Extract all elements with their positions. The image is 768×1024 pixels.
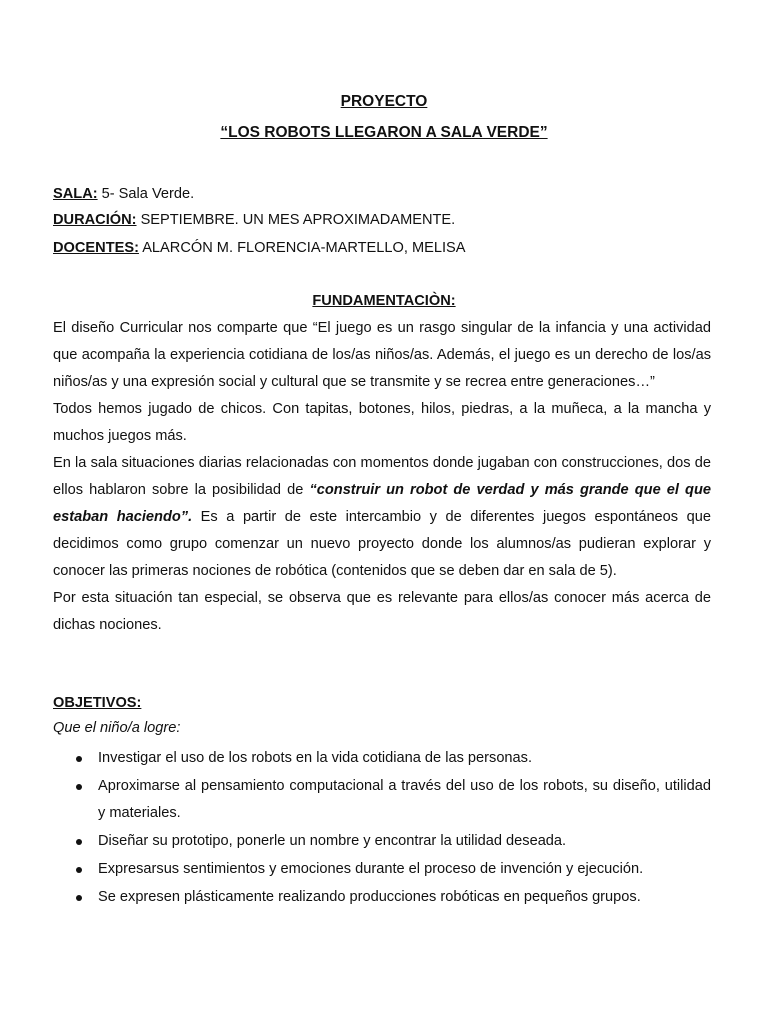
duracion-value: SEPTIEMBRE. UN MES APROXIMADAMENTE. xyxy=(136,212,456,228)
duracion-label: DURACIÓN: xyxy=(53,212,137,228)
list-item-text: Expresarsus sentimientos y emociones durante el proceso de invención y ejecución. xyxy=(98,861,644,877)
objetivos-intro: Que el niño/a logre: xyxy=(53,720,181,736)
project-name: “LOS ROBOTS LLEGARON A SALA VERDE” xyxy=(220,124,548,141)
fundamentacion-paragraph-4: Por esta situación tan especial, se observa que es relevante para ellos/as conocer más acerca de dichas nociones. xyxy=(53,590,711,633)
list-item xyxy=(53,745,711,772)
list-item-text: Investigar el uso de los robots en la vida cotidiana de las personas. xyxy=(98,750,533,766)
fundamentacion-heading: FUNDAMENTACIÒN: xyxy=(312,293,456,309)
objetivos-list xyxy=(53,745,711,912)
sala-label: SALA: xyxy=(53,186,98,202)
bullet-icon xyxy=(76,895,82,901)
list-item-text: Se expresen plásticamente realizando producciones robóticas en pequeños grupos. xyxy=(98,889,641,905)
list-item xyxy=(53,828,711,855)
sala-row xyxy=(53,186,194,202)
fundamentacion-body xyxy=(53,315,711,639)
docentes-label: DOCENTES: xyxy=(53,240,139,256)
list-item xyxy=(53,856,711,883)
docentes-row xyxy=(53,240,466,256)
objetivos-heading: OBJETIVOS: xyxy=(53,695,142,711)
paragraph-3-quote: “construir un robot de verdad y más grande que el que estaban haciendo”. xyxy=(53,482,711,525)
bullet-icon xyxy=(76,867,82,873)
list-item xyxy=(53,884,711,911)
bullet-icon xyxy=(76,756,82,762)
fundamentacion-paragraph-1: El diseño Curricular nos comparte que “El juego es un rasgo singular de la infancia y una actividad que acompaña la experiencia cotidiana de los/as niños/as. Además, el juego es un derecho de los/as niños/as y una expresión social y cultural que se transmite y se recrea entre generaciones…” xyxy=(53,320,711,390)
docentes-value: ALARCÓN M. FLORENCIA-MARTELLO, MELISA xyxy=(138,240,466,256)
list-item-text: Diseñar su prototipo, ponerle un nombre y encontrar la utilidad deseada. xyxy=(98,833,567,849)
bullet-icon xyxy=(76,839,82,845)
list-item xyxy=(53,773,711,827)
sala-value: 5- Sala Verde. xyxy=(97,186,195,202)
bullet-icon xyxy=(76,784,82,790)
paragraph-3-start: En la sala situaciones diarias relacionadas con momentos donde jugaban con construcciones, dos de ellos hablaron sobre la posibilidad de xyxy=(53,455,711,498)
list-item-text: Aproximarse al pensamiento computacional a través del uso de los robots, su diseño, utilidad y materiales. xyxy=(98,778,711,821)
paragraph-3-end: Es a partir de este intercambio y de diferentes juegos espontáneos que decidimos como grupo comenzar un nuevo proyecto donde los alumnos/as pudieran explorar y conocer las primeras nociones de robótica (contenidos que se deben dar en sala de 5). xyxy=(53,509,711,579)
fundamentacion-paragraph-2: Todos hemos jugado de chicos. Con tapitas, botones, hilos, piedras, a la muñeca, a la mancha y muchos juegos más. xyxy=(53,401,711,444)
duracion-row xyxy=(53,212,455,228)
document-title: PROYECTO xyxy=(340,93,428,110)
fundamentacion-paragraph-3 xyxy=(53,450,711,585)
